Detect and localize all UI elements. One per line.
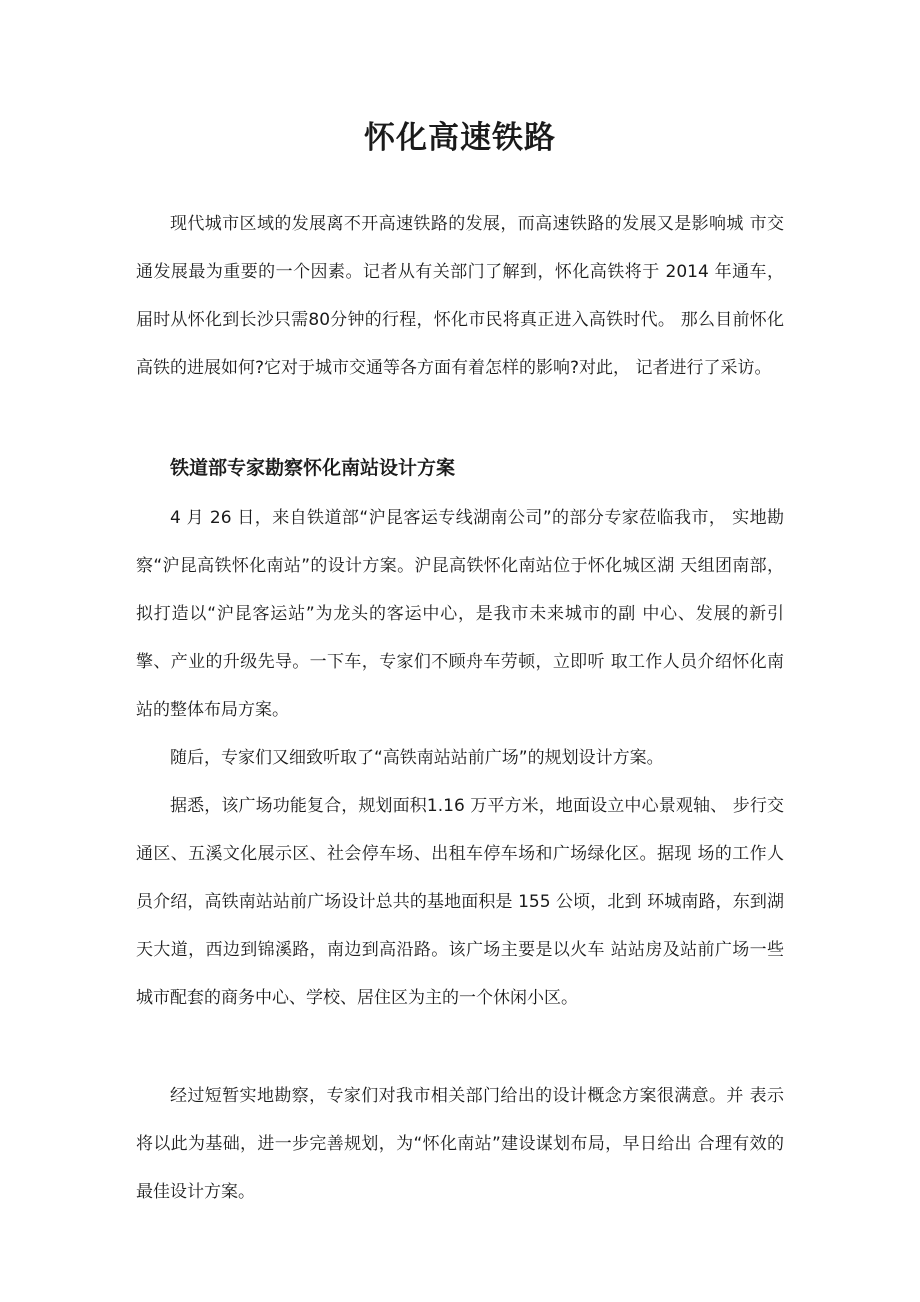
- body-paragraph-2: 随后，专家们又细致听取了“高铁南站站前广场”的规划设计方案。: [170, 748, 664, 768]
- body-paragraph-3: 据悉，该广场功能复合，规划面积1.16 万平方米，地面设立中心景观轴、 步行交通区、五溪文化展示区、社会停车场、出租车停车场和广场绿化区。据现 场的工作人员介绍，高铁南站站前广场设计总共的基地面积是 155 公顷，北到 环城南路，东到湖天大道，西边到锦溪路，南边到高沿路。该广场主要是以火车 站站房及站前广场一些城市配套的商务中心、学校、居住区为主的一个休闲小区。: [136, 796, 784, 1008]
- body-paragraph-4: 经过短暂实地勘察，专家们对我市相关部门给出的设计概念方案很满意。并 表示将以此为基础，进一步完善规划，为“怀化南站”建设谋划布局，早日给出 合理有效的最佳设计方案。: [136, 1086, 784, 1202]
- body-paragraph-1: 4 月 26 日，来自铁道部“沪昆客运专线湖南公司”的部分专家莅临我市， 实地勘察“沪昆高铁怀化南站”的设计方案。沪昆高铁怀化南站位于怀化城区湖 天组团南部，拟打造以“沪昆客运站”为龙头的客运中心，是我市未来城市的副 中心、发展的新引擎、产业的升级先导。一下车，专家们不顾舟车劳顿，立即听 取工作人员介绍怀化南站的整体布局方案。: [136, 508, 784, 720]
- section-heading: 铁道部专家勘察怀化南站设计方案: [170, 457, 456, 479]
- intro-paragraph: 现代城市区域的发展离不开高速铁路的发展，而高速铁路的发展又是影响城 市交通发展最为重要的一个因素。记者从有关部门了解到，怀化高铁将于 2014 年通车，届时从怀化到长沙只需80分钟的行程，怀化市民将真正进入高铁时代。 那么目前怀化高铁的进展如何?它对于城市交通等各方面有着怎样的影响?对此， 记者进行了采访。: [136, 214, 784, 378]
- document-title: 怀化高速铁路: [364, 120, 556, 156]
